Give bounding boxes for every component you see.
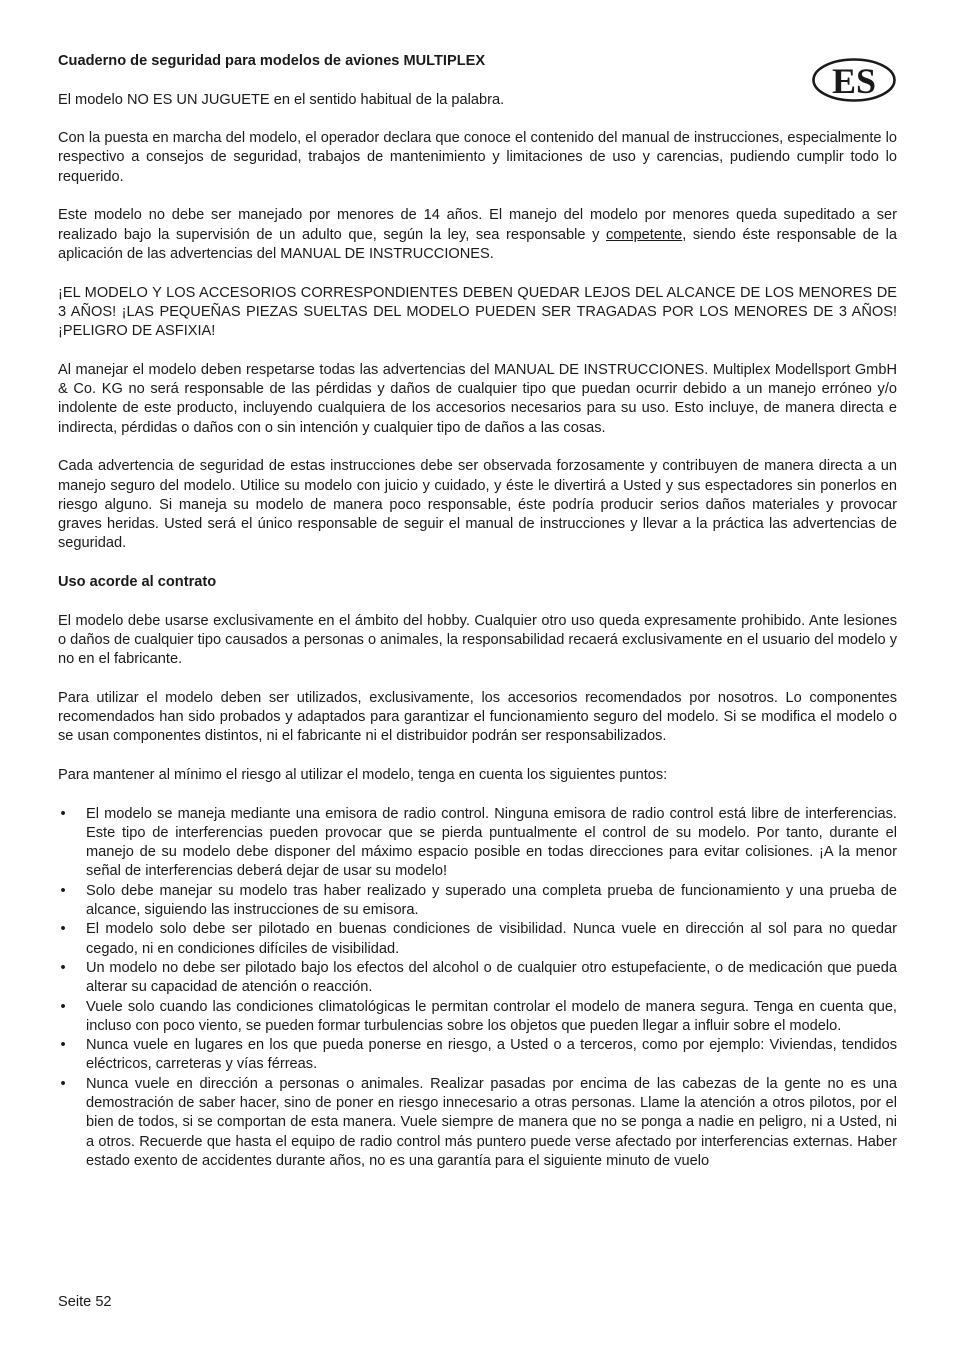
bullet-icon: • [60, 959, 66, 976]
bullet-icon: • [60, 1037, 66, 1054]
list-item-text: Un modelo no debe ser pilotado bajo los efectos del alcohol o de cualquier otro estupefaciente, o de medicación que pueda alterar su capacidad de atención o reacción. [86, 959, 897, 996]
paragraph-liability: Al manejar el modelo deben respetarse todas las advertencias del MANUAL DE INSTRUCCIONES. Multiplex Modellsport GmbH & Co. KG no será responsable de las pérdidas y daños de cualquier tipo que puedan ocurrir debido a un manejo erróneo y/o indolente de este producto, incluyendo cualquiera de los accesorios necesarios para su uso. Esto incluye, de manera directa e indirecta, pérdidas o daños con o sin intención y cualquier tipo de daños a las cosas. [58, 361, 897, 436]
paragraph-not-a-toy: El modelo NO ES UN JUGUETE en el sentido habitual de la palabra. [58, 91, 505, 108]
paragraph-age-restriction [58, 206, 897, 264]
paragraph-recommended-accessories: Para utilizar el modelo deben ser utilizados, exclusivamente, los accesorios recomendados por nosotros. Lo componentes recomendados han sido probados y adaptados para garantizar el funcionamiento seguro del modelo. Si se modifica el modelo o se usan componentes distintos, ni el fabricante ni el distribuidor podrán ser responsabilizados. [58, 689, 897, 745]
section-title-safety: Cuaderno de seguridad para modelos de aviones MULTIPLEX [58, 53, 486, 69]
list-item [58, 1036, 897, 1075]
paragraph-hobby-use: El modelo debe usarse exclusivamente en el ámbito del hobby. Cualquier otro uso queda expresamente prohibido. Ante lesiones o daños de cualquier tipo causados a personas o animales, la responsabilidad recaerá exclusivamente en el usuario del modelo y no en el fabricante. [58, 612, 897, 668]
section-title-intended-use: Uso acorde al contrato [58, 574, 217, 591]
bullet-icon: • [60, 882, 66, 899]
list-item [58, 1075, 897, 1171]
language-badge-label: ES [831, 61, 877, 101]
list-item [58, 920, 897, 959]
bullet-icon: • [60, 1075, 66, 1092]
list-item-text: Vuele solo cuando las condiciones climatológicas le permitan controlar el modelo de manera segura. Tenga en cuenta que, incluso con poco viento, se pueden formar turbulencias sobre los objetos que pueden llegar a influir sobre el modelo. [86, 998, 897, 1034]
paragraph-operator-declaration: Con la puesta en marcha del modelo, el operador declara que conoce el contenido del manual de instrucciones, especialmente lo respectivo a consejos de seguridad, trabajos de mantenimiento y limitaciones de uso y carencias, pudiendo cumplir todo lo requerido. [58, 130, 897, 185]
safety-bullet-list [58, 805, 897, 1172]
document-body [58, 52, 897, 1171]
underlined-word-competente: competente [606, 226, 683, 243]
list-item-text: Nunca vuele en lugares en los que pueda ponerse en riesgo, a Usted o a terceros, como por ejemplo: Viviendas, tendidos eléctricos, carreteras y vías férreas. [86, 1037, 897, 1073]
paragraph-risk-points-intro: Para mantener al mínimo el riesgo al utilizar el modelo, tenga en cuenta los siguientes puntos: [58, 766, 668, 783]
list-item [58, 882, 897, 921]
paragraph-choking-warning: ¡EL MODELO Y LOS ACCESORIOS CORRESPONDIENTES DEBEN QUEDAR LEJOS DEL ALCANCE DE LOS MENORES DE 3 AÑOS! ¡LAS PEQUEÑAS PIEZAS SUELTAS DEL MODELO PUEDEN SER TRAGADAS POR LOS MENORES DE 3 AÑOS! ¡PELIGRO DE ASFIXIA! [58, 284, 897, 340]
list-item [58, 805, 897, 882]
list-item-text: El modelo solo debe ser pilotado en buenas condiciones de visibilidad. Nunca vuele en dirección al sol para no quedar cegado, ni en condiciones difíciles de visibilidad. [86, 921, 897, 957]
list-item-text: Solo debe manejar su modelo tras haber realizado y superado una completa prueba de funcionamiento y una prueba de alcance, siguiendo las instrucciones de su emisora. [86, 882, 897, 919]
bullet-icon: • [60, 805, 66, 822]
list-item-text: El modelo se maneja mediante una emisora de radio control. Ninguna emisora de radio control está libre de interferencias. Este tipo de interferencias pueden provocar que se pierda puntualmente el control de su modelo. Por tanto, durante el manejo de su modelo debe disponer del máximo espacio posible en todas direcciones para evitar colisiones. ¡A la menor señal de interferencias deberá dejar de usar su modelo! [86, 805, 897, 880]
paragraph-safety-instructions: Cada advertencia de seguridad de estas instrucciones debe ser observada forzosamente y contribuyen de manera directa a un manejo seguro del modelo. Utilice su modelo con juicio y cuidado, y éste le divertirá a Usted y sus espectadores sin ponerlos en riesgo alguno. Si maneja su modelo de manera poco responsable, éste podría producir serios daños materiales y provocar graves heridas. Usted será el único responsable de seguir el manual de instrucciones y llevar a la práctica las advertencias de seguridad. [58, 458, 897, 552]
page-number: Seite 52 [58, 1294, 112, 1310]
list-item [58, 959, 897, 998]
bullet-icon: • [60, 998, 66, 1015]
list-item [58, 998, 897, 1037]
paragraph-age-restriction-text-a: Este modelo no debe ser manejado por menores de 14 años. El manejo del modelo por menores queda supeditado a ser realizado bajo la supervisión de un adulto que, según la ley, sea responsable y [58, 207, 897, 243]
list-item-text: Nunca vuele en dirección a personas o animales. Realizar pasadas por encima de las cabezas de la gente no es una demostración de saber hacer, sino de poner en riesgo innecesario a otras personas. Llame la atención a otros pilotos, por el bien de todos, si se comportan de esta manera. Vuele siempre de manera que no se ponga a nadie en peligro, ni a Usted, ni a otros. Recuerde que hasta el equipo de radio control más puntero puede verse afectado por interferencias externas. Haber estado exento de accidentes durante años, no es una garantía para el siguiente minuto de vuelo [86, 1075, 897, 1169]
paragraph-age-restriction-text-b: , siendo éste responsable de la aplicación de las advertencias del MANUAL DE INSTRUCCIONES. [58, 226, 897, 262]
bullet-icon: • [60, 921, 66, 938]
